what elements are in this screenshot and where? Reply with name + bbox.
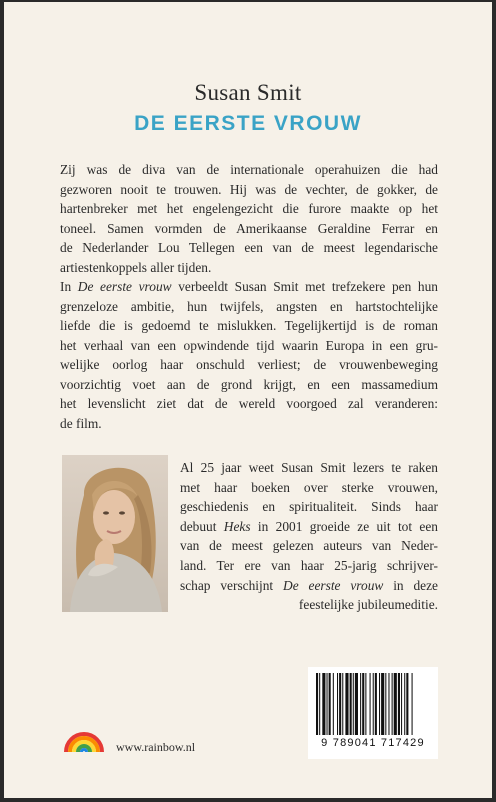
blurb-line: de Nederlander Lou Tellegen een van de meest legendarische — [60, 240, 438, 255]
blurb-line: artiestenkoppels aller tijden. — [60, 259, 212, 275]
debut-title-italic: Heks — [223, 518, 251, 534]
isbn-barcode — [308, 667, 438, 759]
blurb-line: het verhaal van een opwindende tijd waarin Europa in een gru- — [60, 337, 438, 353]
bio-text: in deze — [383, 577, 438, 593]
bio-line: land. Ter ere van haar 25-jarig schrijver- — [180, 557, 438, 573]
rainbow-logo — [62, 712, 106, 752]
book-title-italic: De eerste vrouw — [77, 279, 172, 294]
blurb-text: In — [60, 279, 78, 294]
bio-line: feestelijke jubileumeditie. — [298, 597, 438, 613]
blurb-text: verbeeldt Susan Smit met trefzekere pen hun — [171, 279, 438, 294]
author-photo — [62, 455, 168, 612]
blurb-line: grenzeloze ambitie, hun twijfels, angsten en hartstochtelijke — [60, 298, 438, 314]
author-portrait-illustration — [62, 455, 168, 612]
blurb-line: Zij was de diva van de internationale operahuizen die had — [60, 162, 438, 177]
bio-line: geschiedenis en spiritualiteit. Sinds haar — [180, 499, 438, 515]
bio-text: schap verschijnt — [180, 577, 284, 593]
blurb-line: de film. — [60, 415, 102, 431]
isbn-number: 9 789041 717429 — [321, 737, 425, 749]
bio-line: Al 25 jaar weet Susan Smit lezers te raken — [180, 460, 438, 475]
bio-line — [180, 517, 438, 537]
blurb-line: voorzichtig voet aan de grond krijgt, en een massamedium — [60, 376, 438, 392]
blurb-line: liefde die is gedoemd te mislukken. Tegelijkertijd is de roman — [60, 318, 438, 333]
blurb-line: gezworen nooit te trouwen. Hij was de vechter, de gokker, de — [60, 181, 438, 197]
blurb-line: toneel. Samen vormden de Amerikaanse Geraldine Ferrar en — [60, 220, 438, 236]
bio-line — [180, 576, 438, 596]
blurb-line — [60, 277, 438, 297]
bio-line: van de meest gelezen auteurs van Neder- — [180, 538, 438, 554]
blurb-line: welijke oorlog haar onschuld verliest; de vrouwenbeweging — [60, 357, 438, 372]
bio-line: met haar boeken over sterke vrouwen, — [180, 479, 438, 495]
book-back-cover — [4, 2, 492, 798]
publisher-url: www.rainbow.nl — [116, 740, 196, 754]
book-title-italic: De eerste vrouw — [283, 577, 384, 593]
author-name: Susan Smit — [194, 80, 302, 105]
author-bio — [180, 458, 438, 615]
rainbow-icon — [62, 712, 106, 752]
barcode-bars — [308, 667, 438, 737]
blurb — [60, 160, 438, 433]
blurb-line: het levenslicht ziet dat de wereld voorgoed zal veranderen: — [60, 396, 438, 411]
bio-text: in 2001 groeide ze uit tot een — [250, 518, 438, 534]
blurb-line: hartenbreker met het engelengezicht die furore maakte op het — [60, 201, 438, 216]
bio-text: debuut — [180, 518, 224, 534]
book-title: DE EERSTE VROUW — [134, 112, 362, 135]
